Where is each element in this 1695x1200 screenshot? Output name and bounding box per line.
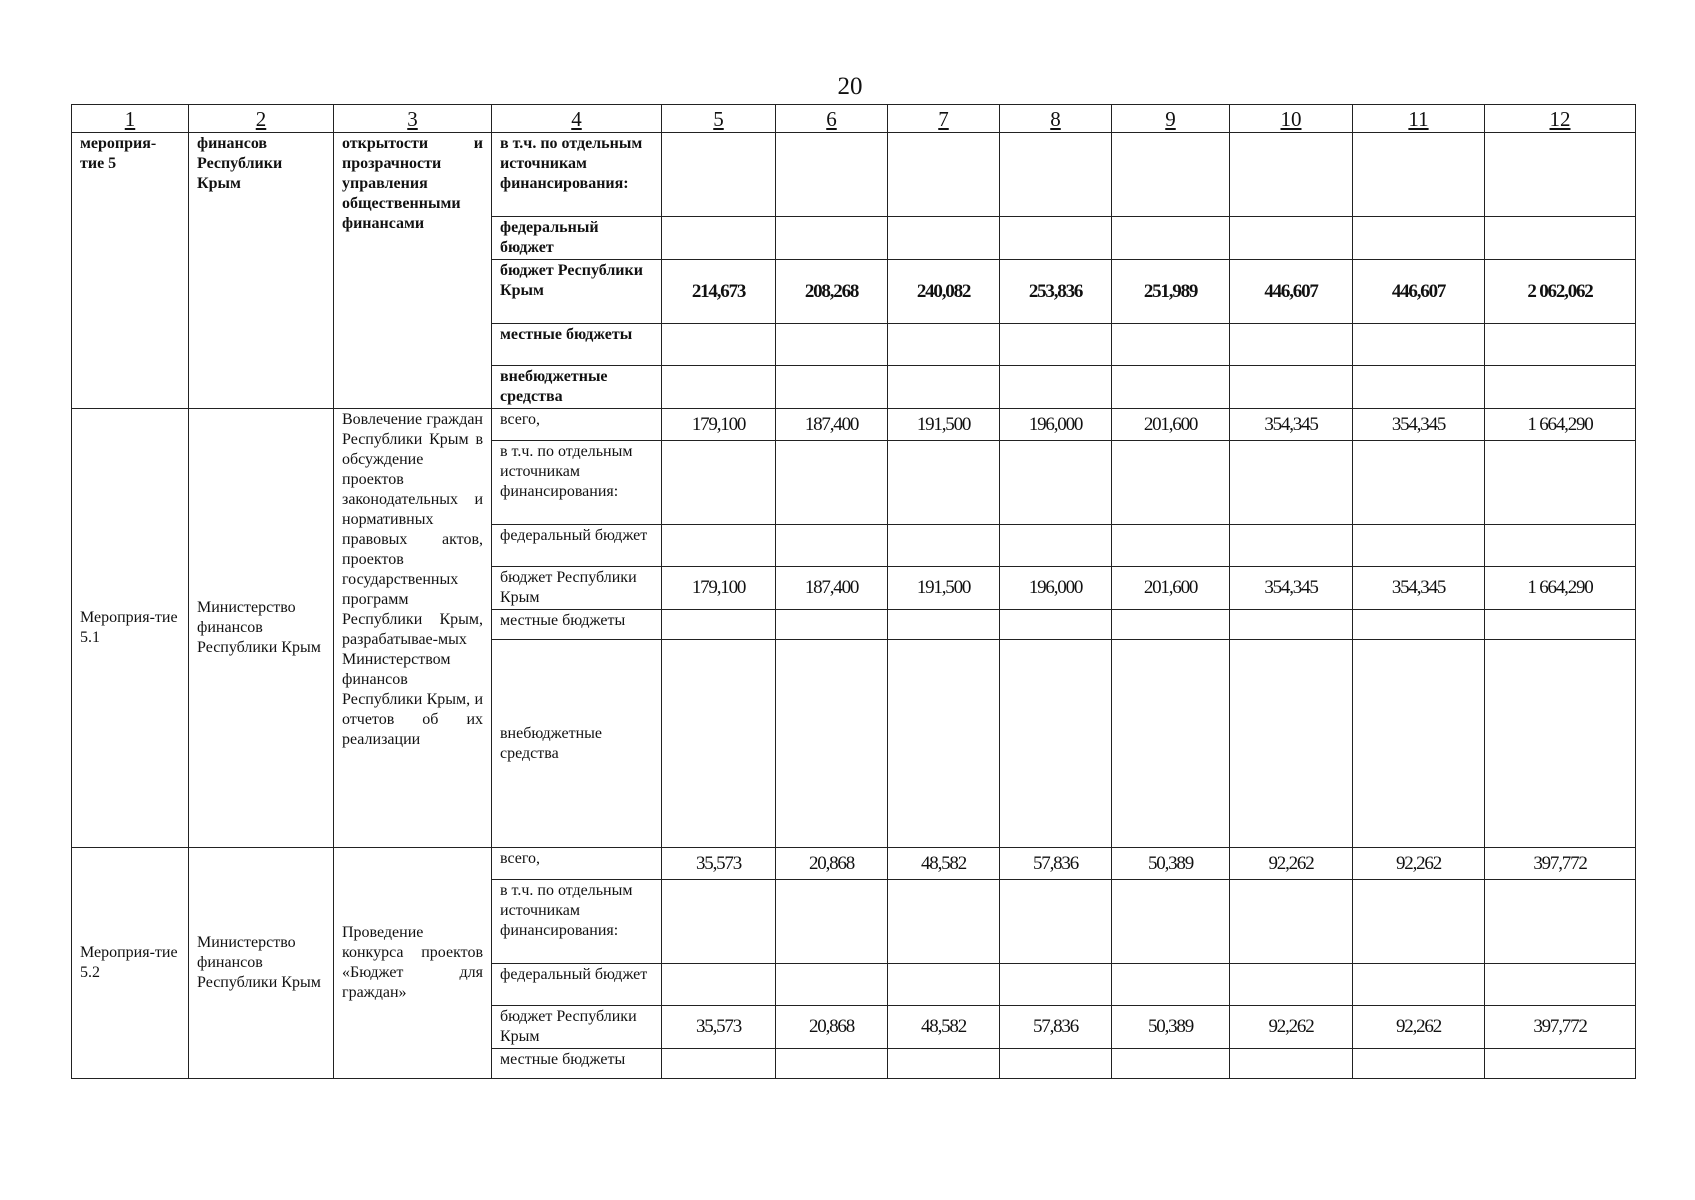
value-cell: 446,607 [1353, 260, 1485, 324]
value-cell [1000, 880, 1112, 964]
value-cell [1485, 1049, 1636, 1079]
funding-source-cell: местные бюджеты [492, 1049, 662, 1079]
funding-source-cell: бюджет Республики Крым [492, 1006, 662, 1049]
value-cell [1112, 133, 1230, 217]
value-cell [1353, 964, 1485, 1006]
event-cell: Мероприя-тие 5.2 [72, 848, 189, 1079]
value-cell: 1 664,290 [1485, 409, 1636, 441]
funding-source-cell: местные бюджеты [492, 324, 662, 366]
value-cell [1112, 441, 1230, 525]
value-cell [662, 133, 776, 217]
value-cell [1353, 610, 1485, 640]
value-cell: 196,000 [1000, 409, 1112, 441]
funding-source-cell: в т.ч. по отдельным источникам финансирования: [492, 133, 662, 217]
value-cell [1353, 1049, 1485, 1079]
value-cell [888, 525, 1000, 567]
description-cell: Проведение конкурса проектов «Бюджет для граждан» [334, 848, 492, 1079]
column-header: 10 [1230, 105, 1353, 133]
value-cell: 48,582 [888, 848, 1000, 880]
value-cell [888, 640, 1000, 848]
funding-source-cell: в т.ч. по отдельным источникам финансирования: [492, 880, 662, 964]
value-cell [1230, 441, 1353, 525]
value-cell [1000, 640, 1112, 848]
value-cell [1485, 366, 1636, 409]
executor-cell: Министерство финансов Республики Крым [189, 409, 334, 848]
value-cell [1485, 525, 1636, 567]
value-cell: 354,345 [1353, 567, 1485, 610]
value-cell [1353, 217, 1485, 260]
value-cell [1112, 880, 1230, 964]
value-cell [776, 366, 888, 409]
value-cell [1485, 133, 1636, 217]
value-cell: 446,607 [1230, 260, 1353, 324]
value-cell [1112, 640, 1230, 848]
executor-cell: финансов Республики Крым [189, 133, 334, 409]
event-cell: мероприя-тие 5 [72, 133, 189, 409]
funding-source-cell: бюджет Республики Крым [492, 567, 662, 610]
value-cell [1230, 366, 1353, 409]
value-cell: 35,573 [662, 848, 776, 880]
value-cell: 196,000 [1000, 567, 1112, 610]
funding-source-cell: федеральный бюджет [492, 217, 662, 260]
value-cell [1112, 1049, 1230, 1079]
value-cell [1230, 1049, 1353, 1079]
column-header: 12 [1485, 105, 1636, 133]
value-cell: 201,600 [1112, 409, 1230, 441]
column-number-row [72, 105, 1636, 133]
value-cell [1112, 324, 1230, 366]
value-cell [662, 525, 776, 567]
value-cell [888, 133, 1000, 217]
value-cell: 191,500 [888, 567, 1000, 610]
column-header: 5 [662, 105, 776, 133]
value-cell: 57,836 [1000, 848, 1112, 880]
value-cell [1230, 525, 1353, 567]
value-cell [662, 366, 776, 409]
value-cell [776, 217, 888, 260]
value-cell: 92,262 [1353, 848, 1485, 880]
value-cell [1112, 217, 1230, 260]
value-cell: 50,389 [1112, 1006, 1230, 1049]
value-cell [888, 610, 1000, 640]
value-cell: 240,082 [888, 260, 1000, 324]
page-number: 20 [837, 73, 863, 100]
value-cell [1353, 324, 1485, 366]
value-cell: 92,262 [1230, 848, 1353, 880]
event-cell: Мероприя-тие 5.1 [72, 409, 189, 848]
value-cell [1000, 217, 1112, 260]
value-cell: 397,772 [1485, 1006, 1636, 1049]
value-cell [1112, 610, 1230, 640]
value-cell: 354,345 [1353, 409, 1485, 441]
column-header: 8 [1000, 105, 1112, 133]
value-cell [888, 880, 1000, 964]
value-cell [1485, 217, 1636, 260]
value-cell: 354,345 [1230, 409, 1353, 441]
funding-table [71, 104, 1636, 1079]
column-header: 9 [1112, 105, 1230, 133]
value-cell [662, 640, 776, 848]
value-cell [776, 880, 888, 964]
value-cell: 20,868 [776, 1006, 888, 1049]
value-cell [1230, 133, 1353, 217]
funding-source-cell: в т.ч. по отдельным источникам финансирования: [492, 441, 662, 525]
value-cell: 201,600 [1112, 567, 1230, 610]
value-cell [1230, 964, 1353, 1006]
value-cell [1000, 133, 1112, 217]
value-cell [1485, 964, 1636, 1006]
value-cell: 92,262 [1353, 1006, 1485, 1049]
funding-source-cell: местные бюджеты [492, 610, 662, 640]
table-row [72, 133, 1636, 217]
value-cell [662, 441, 776, 525]
value-cell: 2 062,062 [1485, 260, 1636, 324]
value-cell: 35,573 [662, 1006, 776, 1049]
executor-cell: Министерство финансов Республики Крым [189, 848, 334, 1079]
value-cell: 253,836 [1000, 260, 1112, 324]
funding-source-cell: федеральный бюджет [492, 964, 662, 1006]
column-header: 4 [492, 105, 662, 133]
value-cell [776, 324, 888, 366]
value-cell [1112, 525, 1230, 567]
value-cell [1485, 441, 1636, 525]
value-cell: 191,500 [888, 409, 1000, 441]
funding-source-cell: внебюджетные средства [492, 640, 662, 848]
value-cell [1000, 441, 1112, 525]
value-cell [1353, 880, 1485, 964]
value-cell [888, 366, 1000, 409]
description-cell: Вовлечение граждан Республики Крым в обсуждение проектов законодательных и нормативных правовых актов, проектов государственных программ Республики Крым, разрабатывае-мых Министерством финансов Республики Крым, и отчетов об их реализации [334, 409, 492, 848]
value-cell [776, 525, 888, 567]
value-cell: 20,868 [776, 848, 888, 880]
value-cell [888, 1049, 1000, 1079]
value-cell [662, 964, 776, 1006]
table-row [72, 848, 1636, 880]
value-cell [776, 610, 888, 640]
value-cell [888, 217, 1000, 260]
value-cell [1353, 366, 1485, 409]
value-cell [1000, 324, 1112, 366]
funding-source-cell: внебюджетные средства [492, 366, 662, 409]
funding-source-cell: федеральный бюджет [492, 525, 662, 567]
description-cell: открытости и прозрачности управления общественными финансами [334, 133, 492, 409]
value-cell [662, 880, 776, 964]
value-cell [1353, 640, 1485, 848]
column-header: 1 [72, 105, 189, 133]
value-cell [1353, 525, 1485, 567]
value-cell: 397,772 [1485, 848, 1636, 880]
value-cell [1000, 964, 1112, 1006]
value-cell [1230, 217, 1353, 260]
value-cell [1000, 366, 1112, 409]
value-cell [1230, 880, 1353, 964]
value-cell [888, 441, 1000, 525]
value-cell: 92,262 [1230, 1006, 1353, 1049]
value-cell [776, 640, 888, 848]
column-header: 2 [189, 105, 334, 133]
funding-source-cell: всего, [492, 848, 662, 880]
value-cell: 50,389 [1112, 848, 1230, 880]
column-header: 7 [888, 105, 1000, 133]
value-cell: 354,345 [1230, 567, 1353, 610]
value-cell [1485, 880, 1636, 964]
value-cell: 57,836 [1000, 1006, 1112, 1049]
value-cell [1000, 1049, 1112, 1079]
value-cell [776, 441, 888, 525]
funding-source-cell: всего, [492, 409, 662, 441]
value-cell [662, 1049, 776, 1079]
value-cell [1485, 640, 1636, 848]
value-cell [776, 964, 888, 1006]
value-cell [1230, 324, 1353, 366]
value-cell [1353, 133, 1485, 217]
value-cell: 1 664,290 [1485, 567, 1636, 610]
value-cell [1230, 610, 1353, 640]
table-row [72, 409, 1636, 441]
value-cell [888, 324, 1000, 366]
value-cell [1000, 525, 1112, 567]
value-cell [776, 133, 888, 217]
value-cell: 179,100 [662, 409, 776, 441]
value-cell [1485, 610, 1636, 640]
column-header: 6 [776, 105, 888, 133]
value-cell [888, 964, 1000, 1006]
value-cell [662, 217, 776, 260]
value-cell [776, 1049, 888, 1079]
value-cell [1112, 964, 1230, 1006]
value-cell: 187,400 [776, 409, 888, 441]
value-cell [662, 324, 776, 366]
value-cell: 187,400 [776, 567, 888, 610]
value-cell [1230, 640, 1353, 848]
value-cell [662, 610, 776, 640]
funding-source-cell: бюджет Республики Крым [492, 260, 662, 324]
value-cell: 48,582 [888, 1006, 1000, 1049]
value-cell: 214,673 [662, 260, 776, 324]
value-cell [1353, 441, 1485, 525]
value-cell: 251,989 [1112, 260, 1230, 324]
value-cell [1485, 324, 1636, 366]
value-cell [1000, 610, 1112, 640]
column-header: 11 [1353, 105, 1485, 133]
value-cell [1112, 366, 1230, 409]
value-cell: 208,268 [776, 260, 888, 324]
value-cell: 179,100 [662, 567, 776, 610]
column-header: 3 [334, 105, 492, 133]
